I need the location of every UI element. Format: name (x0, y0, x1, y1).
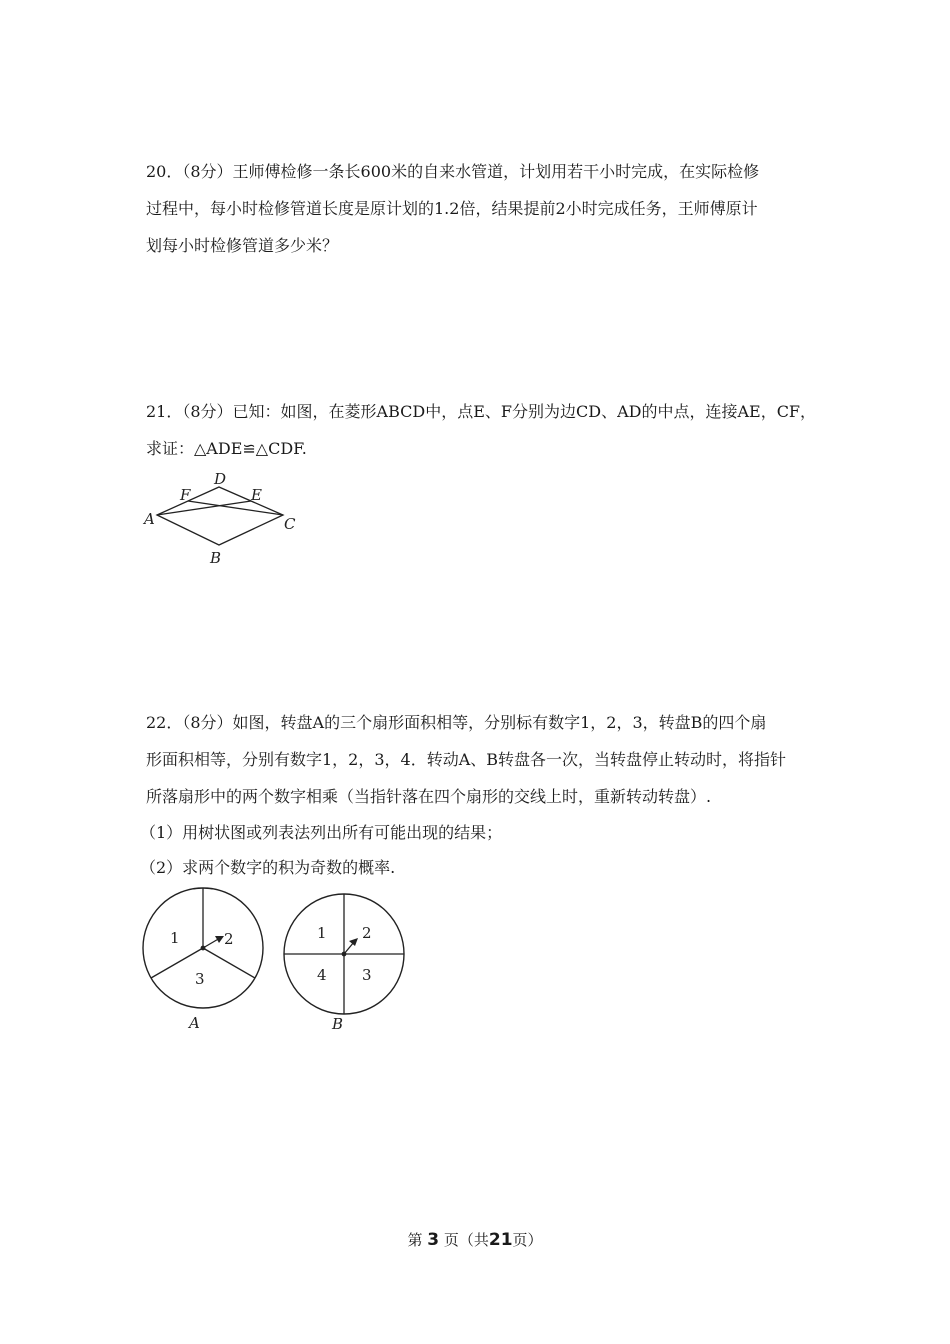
rhombus-figure (140, 468, 310, 572)
q22-line-4: （1）用树状图或列表法列出所有可能出现的结果； (140, 823, 503, 842)
footer-prefix: 第 (407, 1231, 423, 1249)
q21-line-2: 求证：△ADE≌△CDF. (146, 439, 307, 458)
page-footer (0, 1229, 950, 1250)
spinner-a-divider-3 (203, 948, 255, 978)
rhombus-abcd (157, 487, 283, 545)
spinner-b-center (342, 952, 347, 957)
spinner-b-number-1: 1 (317, 924, 327, 942)
footer-page-number: 3 (427, 1230, 440, 1250)
label-a: A (144, 510, 155, 528)
spinner-b-number-4: 4 (317, 966, 327, 984)
label-f: F (180, 486, 191, 504)
label-c: C (284, 515, 296, 533)
q21-line-1: 21．（8分）已知：如图，在菱形ABCD中，点E、F分别为边CD、AD的中点，连接AE，CF， (146, 402, 817, 421)
spinner-a-number-3: 3 (195, 970, 205, 988)
q22-line-5: （2）求两个数字的积为奇数的概率. (140, 858, 396, 877)
label-e: E (251, 486, 262, 504)
spinner-a-number-1: 1 (170, 929, 180, 947)
spinner-a (140, 886, 270, 1036)
footer-suffix: 页） (512, 1231, 543, 1249)
spinner-a-number-2: 2 (224, 930, 234, 948)
spinner-b-number-3: 3 (362, 966, 372, 984)
spinner-b-number-2: 2 (362, 924, 372, 942)
spinner-b (280, 890, 410, 1040)
footer-middle: 页（共 (443, 1231, 489, 1249)
q20-line-1: 20．（8分）王师傅检修一条长600米的自来水管道，计划用若干小时完成，在实际检修 (146, 162, 760, 181)
spinner-a-center (201, 946, 206, 951)
spinner-a-label: A (189, 1014, 200, 1032)
q22-line-1: 22．（8分）如图，转盘A的三个扇形面积相等，分别标有数字1，2，3，转盘B的四个扇 (146, 713, 767, 732)
q22-line-2: 形面积相等，分别有数字1，2，3，4．转动A、B转盘各一次，当转盘停止转动时，将指针 (146, 750, 787, 769)
q20-line-2: 过程中，每小时检修管道长度是原计划的1.2倍，结果提前2小时完成任务，王师傅原计 (146, 199, 758, 218)
spinner-b-arrowhead-icon (349, 938, 358, 946)
q22-line-3: 所落扇形中的两个数字相乘（当指针落在四个扇形的交线上时，重新转动转盘）. (146, 787, 712, 806)
label-b: B (210, 549, 222, 567)
q20-line-3: 划每小时检修管道多少米？ (146, 236, 339, 255)
footer-total-pages: 21 (488, 1230, 513, 1250)
spinner-b-label: B (332, 1015, 344, 1033)
label-d: D (214, 470, 227, 488)
